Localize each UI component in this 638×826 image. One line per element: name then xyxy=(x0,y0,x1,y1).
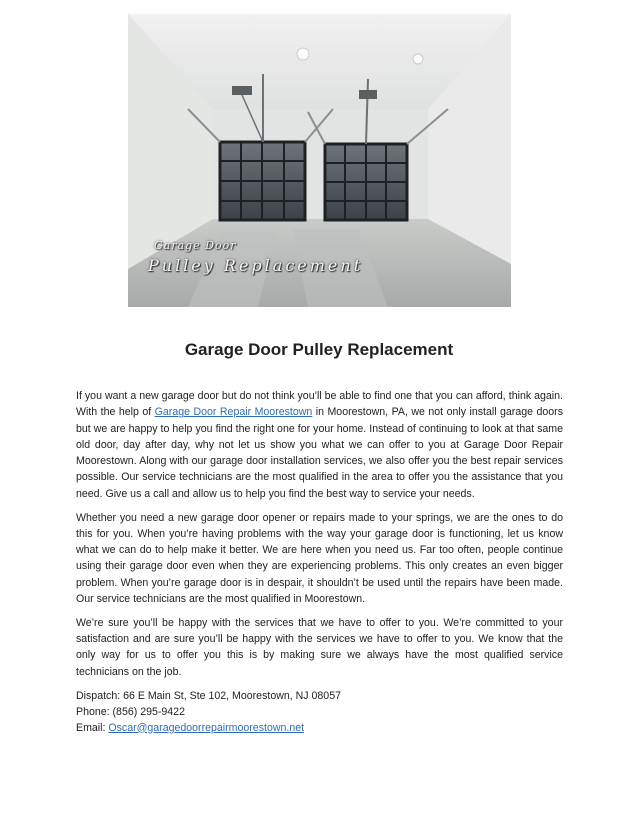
paragraph-3: We’re sure you’ll be happy with the services that we have to offer to you. We’re committed to your satisfaction and are sure you’ll be happy with the services we have to offer to you. We know that the only way for us to offer you this is by making sure we always have the most qualified service technicians on the job. xyxy=(76,616,563,678)
phone-number: Phone: (856) 295-9422 xyxy=(76,705,185,718)
page-title: Garage Door Pulley Replacement xyxy=(184,340,454,359)
article-body xyxy=(76,388,563,736)
right-garage-door xyxy=(325,144,407,220)
email-link[interactable]: Oscar@garagedoorrepairmoorestown.net xyxy=(108,721,305,734)
moorestown-repair-link[interactable]: Garage Door Repair Moorestown xyxy=(154,406,313,419)
garage-photo xyxy=(128,14,511,307)
left-garage-door xyxy=(220,142,305,220)
opener-unit-left xyxy=(232,86,252,95)
contact-block xyxy=(76,688,563,736)
paragraph-1 xyxy=(76,388,563,502)
paragraph-2: Whether you need a new garage door opener or repairs made to your springs, we are the ones to do this for you. When you’re having problems with the way your garage door is functioning, let us know what we can do to help make it better. We are here when you need us. Far too often, people continue using their garage door even when they are experiencing problems. This only creates an even bigger problem. When you’re garage door is in despair, it shouldn’t be used until the repairs have been made. Our service technicians are the most qualified in Moorestown. xyxy=(76,511,563,606)
dispatch-address: Dispatch: 66 E Main St, Ste 102, Moorestown, NJ 08057 xyxy=(76,689,341,702)
paragraph-1-intro: If you want a new garage door but do not think you’ll be able to find one that you can afford, think again. With the help of xyxy=(76,390,563,419)
paragraph-1-rest: in Moorestown, PA, we not only install garage doors but we are happy to help you find the right one for your home. Instead of continuing to look at that same old door, day after day, why not let us show you what we can offer to you at Garage Door Repair Moorestown. Along with our garage door installation services, we also offer you the best repair services possible. Our service technicians are the most qualified in the area to offer you the assistance that you need. Give us a call and allow us to help you find the best way to service your needs. xyxy=(76,406,563,500)
photo-caption-line2: Pulley Replacement xyxy=(148,256,364,275)
opener-unit-right xyxy=(359,90,377,99)
photo-caption-line1: Garage Door xyxy=(154,239,237,252)
email-line xyxy=(76,720,563,736)
email-label: Email: xyxy=(76,721,109,734)
